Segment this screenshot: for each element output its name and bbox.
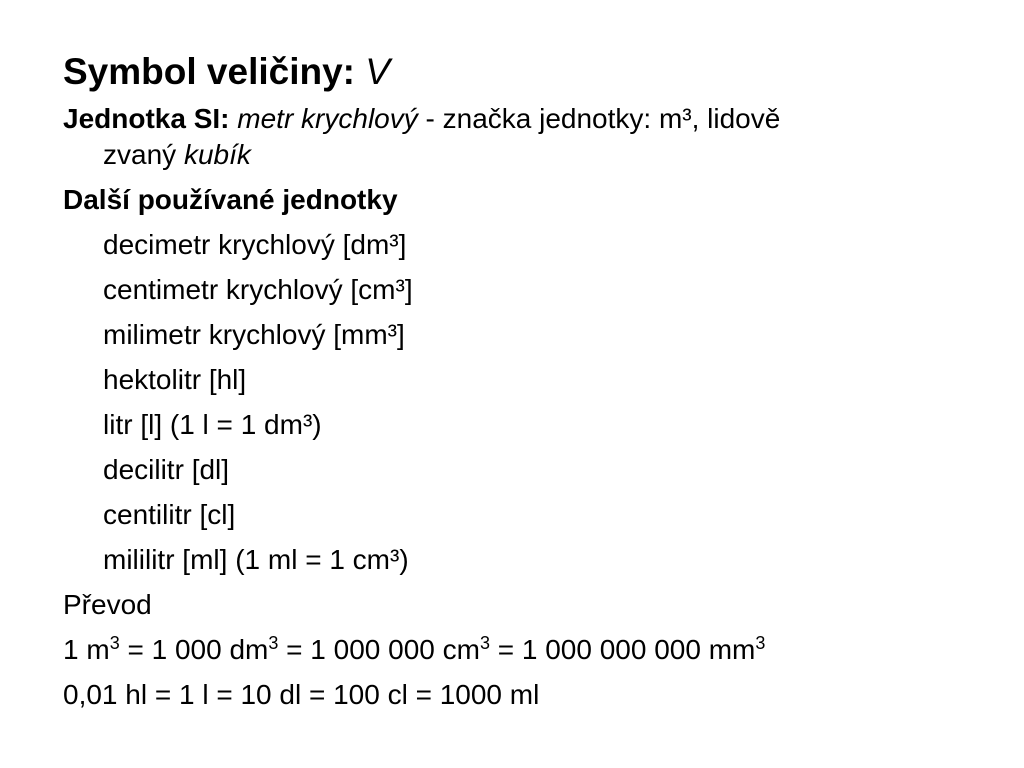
unit-item: decimetr krychlový [dm³]	[103, 229, 407, 260]
si-unit-line	[63, 102, 780, 136]
conversion-term: 1 m	[63, 634, 110, 665]
conversion-heading: Převod	[63, 589, 152, 620]
unit-item: milimetr krychlový [mm³]	[103, 319, 405, 350]
title-label: Symbol veličiny:	[63, 51, 355, 92]
other-units-heading: Další používané jednotky	[63, 184, 398, 215]
conversion-line-liters: 0,01 hl = 1 l = 10 dl = 100 cl = 1000 ml	[63, 679, 540, 710]
conversion-term: = 1 000 000 cm	[278, 634, 480, 665]
si-unit-cont-prefix: zvaný	[103, 139, 177, 170]
si-unit-line-cont	[103, 138, 251, 172]
unit-item: litr [l] (1 l = 1 dm³)	[103, 409, 322, 440]
exponent: 3	[479, 633, 490, 653]
si-unit-rest: - značka jednotky: m³, lidově	[425, 103, 781, 134]
unit-item: mililitr [ml] (1 ml = 1 cm³)	[103, 544, 409, 575]
exponent: 3	[755, 633, 766, 653]
exponent: 3	[268, 633, 279, 653]
unit-item: centimetr krychlový [cm³]	[103, 274, 413, 305]
slide-title	[63, 50, 390, 94]
title-symbol: V	[365, 51, 390, 92]
conversion-term: = 1 000 000 000 mm	[489, 634, 756, 665]
unit-item: decilitr [dl]	[103, 454, 230, 485]
si-unit-label: Jednotka SI:	[63, 103, 230, 134]
unit-item: hektolitr [hl]	[103, 364, 247, 395]
conversion-line-volume	[63, 633, 765, 667]
conversion-term: = 1 000 dm	[119, 634, 269, 665]
si-unit-cont-italic: kubík	[183, 139, 251, 170]
unit-item: centilitr [cl]	[103, 499, 236, 530]
exponent: 3	[109, 633, 120, 653]
si-unit-name: metr krychlový	[237, 103, 418, 134]
